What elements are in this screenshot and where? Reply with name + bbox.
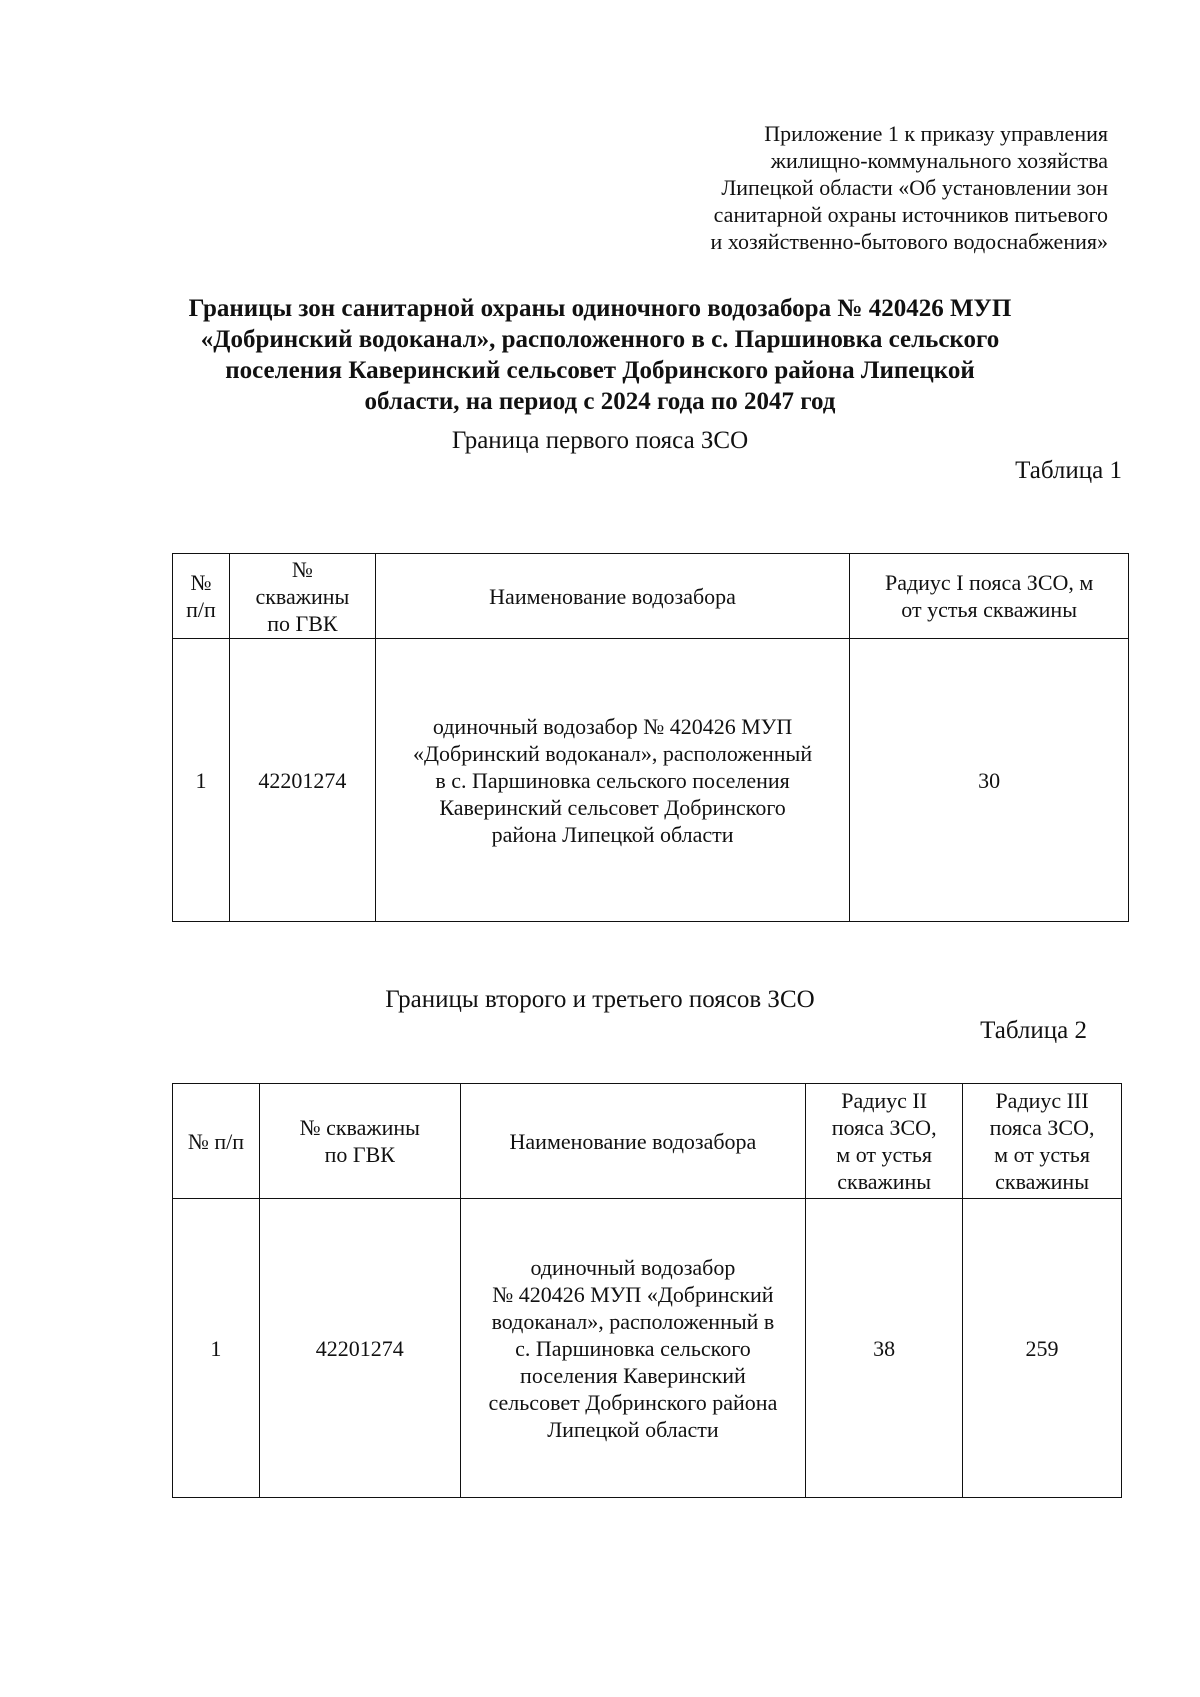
table2-header-well: [259, 1084, 460, 1199]
header-line: от устья скважины: [901, 597, 1077, 622]
cell-line: с. Паршиновка сельского: [515, 1335, 751, 1361]
header-line: №: [190, 570, 212, 595]
table1-header-well: [229, 554, 375, 639]
table2-header-row: [173, 1084, 1122, 1199]
cell-line: водоканал», расположенный в: [491, 1308, 775, 1334]
table2: [172, 1083, 1122, 1498]
header-line: п/п: [186, 597, 216, 622]
table1: [172, 553, 1129, 922]
table1-header-num: [173, 554, 230, 639]
cell-line: Липецкой области: [547, 1416, 719, 1442]
annex-line: Приложение 1 к приказу управления: [764, 121, 1108, 146]
table2-header-radius3: [963, 1084, 1122, 1199]
header-line: № скважины: [299, 1115, 420, 1140]
cell-line: Каверинский сельсовет Добринского: [439, 794, 786, 820]
header-line: скважины: [995, 1169, 1089, 1194]
header-line: пояса ЗСО,: [989, 1115, 1095, 1140]
table2-heading: Границы второго и третьего поясов ЗСО: [385, 986, 815, 1013]
table1-cell-radius1: 30: [850, 639, 1129, 922]
cell-line: в с. Паршиновка сельского поселения: [435, 767, 790, 793]
header-line: по ГВК: [324, 1142, 395, 1167]
cell-line: района Липецкой области: [491, 821, 734, 847]
header-line: Радиус III: [995, 1088, 1089, 1113]
header-line: Наименование водозабора: [509, 1128, 757, 1154]
annex-line: санитарной охраны источников питьевого: [713, 202, 1108, 227]
header-line: Радиус I пояса ЗСО, м: [884, 570, 1094, 595]
document-title: [150, 293, 1050, 417]
table1-header-radius1: [850, 554, 1129, 639]
header-line: по ГВК: [267, 610, 338, 636]
header-line: №: [291, 556, 313, 582]
title-line: поселения Каверинский сельсовет Добринского района Липецкой: [225, 357, 975, 384]
header-line: м от устья: [994, 1142, 1090, 1167]
title-line: «Добринский водоканал», расположенного в с. Паршиновка сельского: [200, 326, 1000, 353]
cell-line: одиночный водозабор: [530, 1254, 736, 1280]
annex-line: Липецкой области «Об установлении зон: [721, 175, 1108, 200]
title-line: области, на период с 2024 года по 2047 год: [364, 388, 836, 415]
table2-cell-radius2: 38: [806, 1199, 963, 1498]
header-line: скважины: [255, 583, 350, 609]
table2-cell-well: 42201274: [259, 1199, 460, 1498]
table2-cell-num: 1: [173, 1199, 260, 1498]
header-line: скважины: [837, 1169, 932, 1194]
cell-line: поселения Каверинский: [520, 1362, 746, 1388]
table2-header-num: [173, 1084, 260, 1199]
header-line: м от устья: [836, 1142, 933, 1167]
table-row: [173, 639, 1129, 922]
table-row: [173, 1199, 1122, 1498]
table1-cell-num: 1: [173, 639, 230, 922]
cell-line: сельсовет Добринского района: [488, 1389, 778, 1415]
table1-header-row: [173, 554, 1129, 639]
table2-header-name: [460, 1084, 806, 1199]
cell-line: «Добринский водоканал», расположенный: [413, 740, 813, 766]
annex-reference: [548, 120, 1108, 255]
table2-header-radius2: [806, 1084, 963, 1199]
header-line: Наименование водозабора: [489, 583, 736, 609]
table1-header-name: [375, 554, 849, 639]
table2-label: Таблица 2: [980, 1017, 1087, 1044]
table1-heading: Граница первого пояса ЗСО: [451, 427, 749, 454]
header-line: № п/п: [187, 1128, 244, 1154]
annex-line: и хозяйственно-бытового водоснабжения»: [710, 229, 1108, 254]
cell-line: № 420426 МУП «Добринский: [492, 1281, 774, 1307]
table2-cell-radius3: 259: [963, 1199, 1122, 1498]
header-line: Радиус II: [841, 1088, 928, 1113]
annex-line: жилищно-коммунального хозяйства: [770, 148, 1108, 173]
table1-cell-well: 42201274: [229, 639, 375, 922]
table2-cell-name: [460, 1199, 806, 1498]
cell-line: одиночный водозабор № 420426 МУП: [432, 713, 793, 739]
title-line: Границы зон санитарной охраны одиночного водозабора № 420426 МУП: [188, 295, 1012, 322]
table1-label: Таблица 1: [1015, 457, 1122, 484]
header-line: пояса ЗСО,: [831, 1115, 937, 1140]
table1-cell-name: [375, 639, 849, 922]
